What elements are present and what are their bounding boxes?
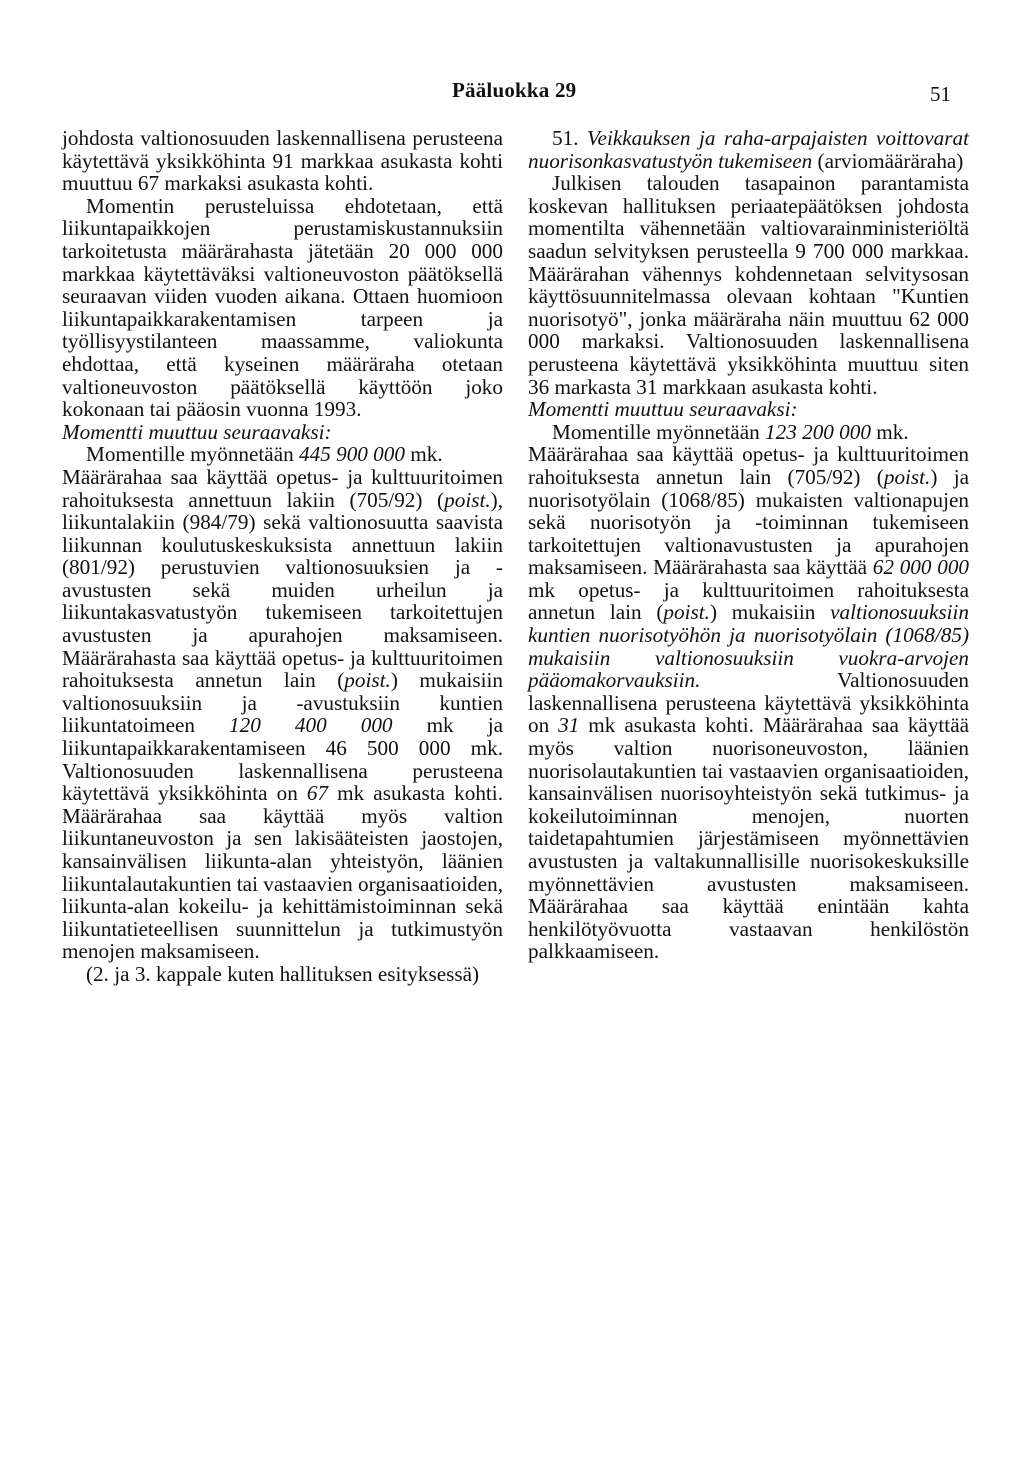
left-usage-poist: poist.	[444, 487, 491, 512]
right-paragraph-usage	[528, 443, 969, 963]
left-appropriation-text: Momentille myönnetään	[86, 442, 300, 467]
left-usage-amount-1: 120 400 000	[229, 713, 393, 738]
left-momentti-heading	[62, 421, 503, 444]
right-paragraph-2: Julkisen talouden tasapainon parantamista koskevan hallituksen periaatepäätöksen johdosta momentilta vähennetään valtiovarainministeriöltä saadun selvityksen perusteella 9 700 000 markkaa. Määrärahan vähennys kohdennetaan selvitysosan käyttösuunnitelmassa olevaan kohtaan "Kuntien nuorisotyö", jonka määräraha näin muuttuu 62 000 000 markaksi. Valtionosuuden laskennallisena perusteena käytettävä yksikköhinta muuttuu siten 36 markasta 31 markkaan asukasta kohti.	[528, 171, 969, 399]
left-appropriation-unit: mk.	[404, 442, 443, 467]
right-usage-text-b: ) ja nuorisotyölain (1068/85) mukaisten valtionapujen sekä nuorisotyön ja -toiminnan tukemiseen tarkoitettujen valtionavustusten ja apurahojen maksamiseen. Määrärahasta saa käyttää	[528, 464, 969, 580]
page-number: 51	[930, 82, 951, 106]
left-usage-text-a: Määrärahaa saa käyttää opetus- ja kulttuuritoimen rahoituksesta annettuun lakiin (705/92) (	[62, 464, 503, 512]
right-usage-amount-2: 31	[558, 713, 580, 738]
left-paragraph-1: johdosta valtionosuuden laskennallisena perusteena käytettävä yksikköhinta 91 markkaa asukasta kohti muuttuu 67 markaksi asukasta kohti.	[62, 126, 503, 196]
page-header	[0, 70, 1024, 110]
right-item-type: (arviomääräraha)	[812, 148, 964, 173]
right-column	[528, 127, 969, 963]
left-column	[62, 127, 503, 986]
left-usage-text-c: ) mukaisiin valtionosuuksiin ja -avustuksiin kuntien liikuntatoimeen	[62, 668, 503, 738]
right-momentti-heading	[528, 398, 969, 421]
right-momentti-heading-text: Momentti muuttuu seuraavaksi:	[528, 397, 798, 422]
right-usage-text-e: Valtionosuuden laskennallisena perusteena käytettävä yksikköhinta on	[528, 668, 969, 738]
right-item-heading	[528, 127, 969, 172]
left-appropriation-amount: 445 900 000	[299, 442, 405, 467]
right-item-number: 51.	[552, 126, 587, 150]
right-appropriation	[528, 421, 969, 444]
left-paragraph-note: (2. ja 3. kappale kuten hallituksen esityksessä)	[86, 961, 480, 986]
right-usage-text-f: mk asukasta kohti. Määrärahaa saa käyttää myös valtion nuorisoneuvoston, läänien nuorisolautakuntien tai vastaavien organisaatioiden, kansainvälisen nuorisoyhteistyön sekä tutkimus- ja kokeilutoiminnan menojen, nuorten taidetapahtumien järjestämiseen myönnettävien avustusten ja valtakunnallisille nuorisokeskuksille myönnettävien avustusten maksamiseen. Määrärahaa saa käyttää enintään kahta henkilötyövuotta vastaavan henkilöstön palkkaamiseen.	[528, 713, 969, 964]
right-appropriation-text: Momentille myönnetään	[552, 419, 766, 444]
right-item-title: Veikkauksen ja raha-arpajaisten voittovarat nuorisonkasvatustyön tukemiseen	[528, 126, 969, 173]
left-usage-text-d: mk ja liikuntapaikkarakentamiseen 46 500 000 mk. Valtionosuuden laskennallisena perusteena käytettävä yksikköhinta on	[62, 713, 503, 806]
left-momentti-heading-text: Momentti muuttuu seuraavaksi:	[62, 419, 332, 444]
left-paragraph-2: Momentin perusteluissa ehdotetaan, että liikuntapaikkojen perustamiskustannuksiin tarkoitetusta määrärahasta jätetään 20 000 000 markkaa käytettäväksi valtioneuvoston päätöksellä seuraavan viiden vuoden aikana. Ottaen huomioon liikuntapaikkarakentamisen tarpeen ja työllisyystilanteen maassamme, valiokunta ehdottaa, että kyseinen määräraha otetaan valtioneuvoston päätöksellä käyttöön joko kokonaan tai pääosin vuonna 1993.	[62, 193, 503, 422]
right-usage-poist-2: poist.	[663, 600, 710, 625]
left-usage-poist-2: poist.	[344, 668, 391, 693]
right-usage-poist: poist.	[883, 464, 931, 489]
left-usage-text-e: mk asukasta kohti. Määrärahaa saa käyttää myös valtion liikuntaneuvoston ja sen lakisääteisten jaostojen, kansainvälisen liikunta-alan yhteistyön, läänien liikuntalautakuntien tai vastaavien organisaatioiden, liikunta-alan kokeilu- ja kehittämistoiminnan sekä liikuntatieteellisen suunnittelun ja tutkimustyön menojen maksamiseen.	[62, 781, 503, 964]
right-appropriation-amount: 123 200 000	[765, 419, 871, 444]
right-usage-text-d: ) mukaisiin	[709, 600, 831, 625]
right-usage-text-c: mk opetus- ja kulttuuritoimen rahoituksesta annetun lain (	[528, 577, 969, 625]
page-title: Pääluokka 29	[452, 78, 577, 102]
left-usage-text-b: ), liikuntalakiin (984/79) sekä valtionosuutta saavista liikunnan koulutuskeskuksista annettuun lakiin (801/92) perustuvien valtionosuuksien ja -avustusten sekä muiden urheilun ja liikuntakasvatustyön tukemiseen tarkoitettujen avustusten ja apurahojen maksamiseen. Määrärahasta saa käyttää opetus- ja kulttuuritoimen rahoituksesta annetun lain (	[62, 487, 503, 693]
right-usage-italic-clause: valtionosuuksiin kuntien nuorisotyöhön ja nuorisotyölain (1068/85) mukaisiin valtionosuuksiin vuokra-arvojen pääomakorvauksiin.	[528, 600, 969, 693]
left-usage-amount-2: 67	[306, 781, 329, 806]
left-paragraph-usage	[62, 466, 503, 963]
left-appropriation	[62, 443, 503, 466]
right-usage-text-a: Määrärahaa saa käyttää opetus- ja kulttuuritoimen rahoituksesta annetun lain (705/92) (	[528, 442, 969, 489]
right-usage-amount-1: 62 000 000	[872, 555, 970, 580]
right-appropriation-unit: mk.	[870, 419, 909, 444]
